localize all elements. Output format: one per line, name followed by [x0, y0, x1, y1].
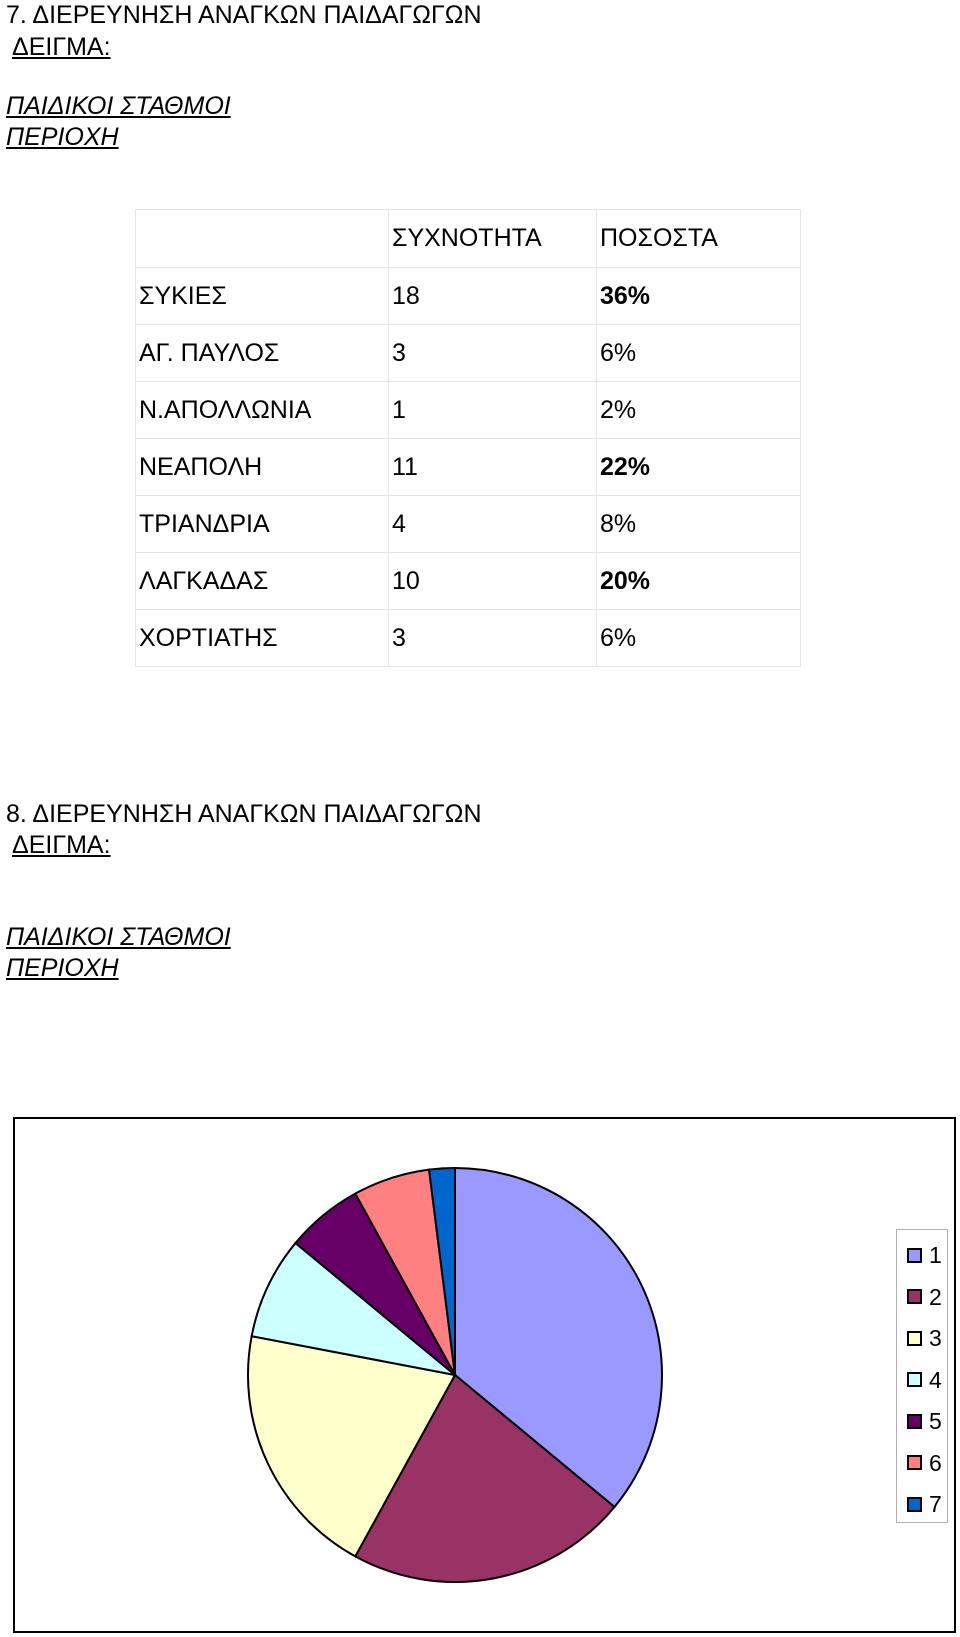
legend-label: 6 [929, 1449, 942, 1476]
table-row [136, 268, 801, 325]
legend-item [907, 1284, 942, 1310]
legend-item [907, 1491, 942, 1517]
frequency-cell: 3 [389, 610, 597, 667]
legend-item [907, 1450, 942, 1476]
percentage-cell: 6% [597, 610, 801, 667]
chart-legend [896, 1229, 948, 1523]
table-row [136, 382, 801, 439]
legend-item [907, 1325, 942, 1351]
pie-chart [15, 1119, 954, 1631]
percentage-cell: 8% [597, 496, 801, 553]
area-cell: ΣΥΚΙΕΣ [136, 268, 389, 325]
percentage-cell: 6% [597, 325, 801, 382]
area-cell: ΧΟΡΤΙΑΤΗΣ [136, 610, 389, 667]
frequency-cell: 18 [389, 268, 597, 325]
legend-label: 3 [929, 1325, 942, 1351]
legend-item [907, 1408, 942, 1434]
frequency-table [135, 209, 801, 667]
percentage-cell: 36% [597, 268, 801, 325]
percentage-cell: 20% [597, 553, 801, 610]
legend-label: 7 [929, 1491, 942, 1517]
table-header-percentage: ΠΟΣΟΣΤΑ [597, 210, 801, 268]
section7-sample-value: ΠΑΙΔΙΚΟΙ ΣΤΑΘΜΟΙ [6, 92, 231, 120]
table-row [136, 325, 801, 382]
legend-swatch [907, 1455, 922, 1470]
table-row [136, 496, 801, 553]
legend-item [907, 1242, 942, 1268]
area-cell: ΑΓ. ΠΑΥΛΟΣ [136, 325, 389, 382]
area-cell: ΛΑΓΚΑΔΑΣ [136, 553, 389, 610]
legend-label: 4 [929, 1366, 942, 1393]
section8-variable: ΠΕΡΙΟΧΗ [6, 954, 119, 982]
frequency-cell: 3 [389, 325, 597, 382]
table-row [136, 610, 801, 667]
percentage-cell: 22% [597, 439, 801, 496]
section7-variable: ΠΕΡΙΟΧΗ [6, 123, 119, 151]
section8-sample-label: ΔΕΙΓΜΑ: [12, 831, 111, 859]
legend-swatch [907, 1497, 922, 1512]
legend-swatch [907, 1289, 922, 1304]
legend-item [907, 1367, 942, 1393]
area-cell: ΤΡΙΑΝΔΡΙΑ [136, 496, 389, 553]
frequency-cell: 4 [389, 496, 597, 553]
legend-swatch [907, 1414, 922, 1429]
area-cell: ΝΕΑΠΟΛΗ [136, 439, 389, 496]
legend-label: 2 [929, 1283, 942, 1310]
table-row [136, 553, 801, 610]
legend-swatch [907, 1372, 922, 1387]
table-row [136, 439, 801, 496]
area-cell: Ν.ΑΠΟΛΛΩΝΙΑ [136, 382, 389, 439]
section8-title: 8. ΔΙΕΡΕΥΝΗΣΗ ΑΝΑΓΚΩΝ ΠΑΙΔΑΓΩΓΩΝ [6, 800, 482, 828]
frequency-cell: 10 [389, 553, 597, 610]
legend-label: 5 [929, 1408, 942, 1434]
section7-sample-label: ΔΕΙΓΜΑ: [12, 33, 111, 61]
table-header-frequency: ΣΥΧΝΟΤΗΤΑ [389, 210, 597, 268]
percentage-cell: 2% [597, 382, 801, 439]
pie-chart-frame [13, 1117, 956, 1633]
frequency-cell: 1 [389, 382, 597, 439]
table-header-cell [136, 210, 389, 268]
legend-swatch [907, 1331, 922, 1346]
frequency-cell: 11 [389, 439, 597, 496]
section7-title: 7. ΔΙΕΡΕΥΝΗΣΗ ΑΝΑΓΚΩΝ ΠΑΙΔΑΓΩΓΩΝ [6, 1, 482, 29]
legend-swatch [907, 1248, 922, 1263]
table-header-row [136, 210, 801, 268]
legend-label: 1 [929, 1242, 942, 1268]
section8-sample-value: ΠΑΙΔΙΚΟΙ ΣΤΑΘΜΟΙ [6, 923, 231, 951]
